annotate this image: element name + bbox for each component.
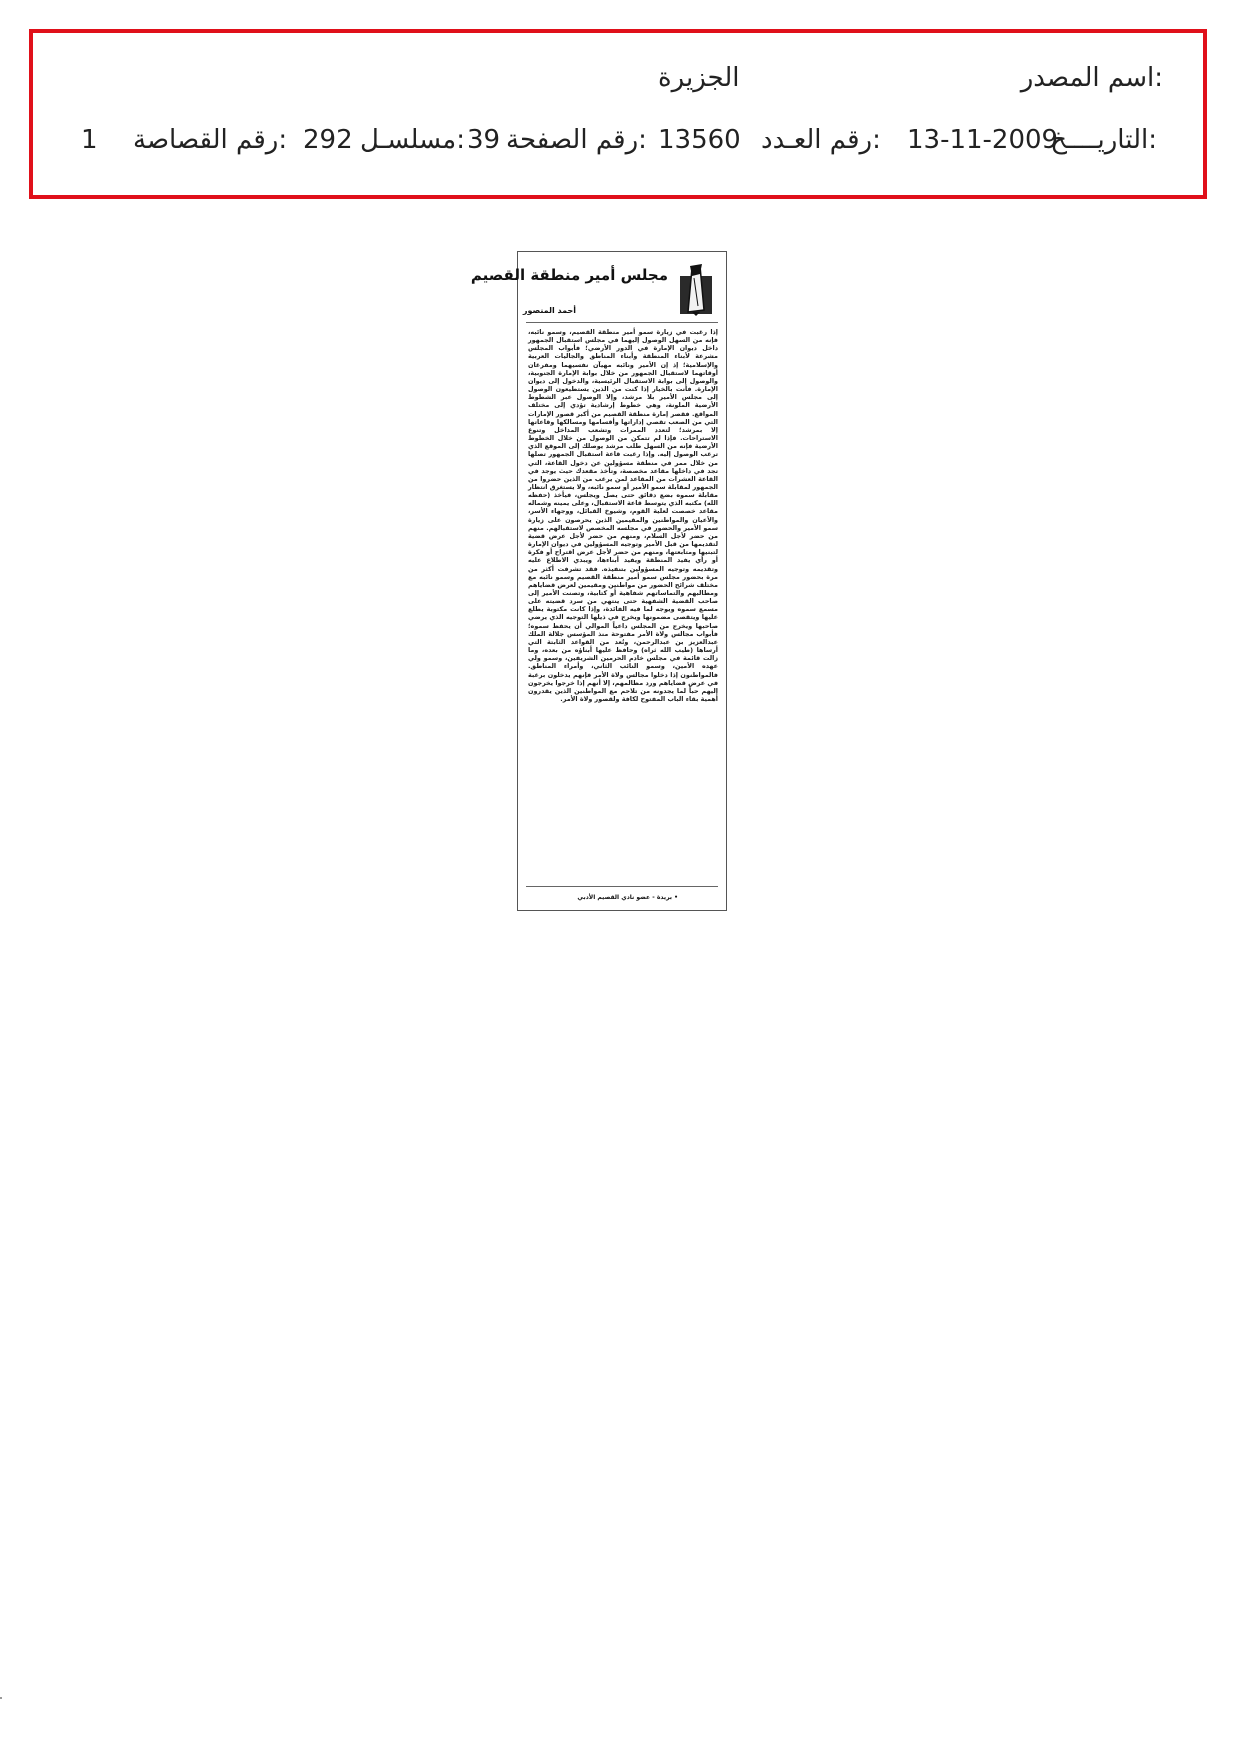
footer-divider: [526, 886, 718, 887]
scan-artifact: [0, 1697, 2, 1699]
clip-number-label: رقم القصاصة:: [133, 125, 288, 155]
header-divider: [526, 322, 718, 323]
date-value: 13-11-2009: [907, 125, 1059, 155]
page-label: رقم الصفحة:: [506, 125, 647, 155]
date-label: التاريــــخ:: [1050, 125, 1157, 155]
newspaper-clipping: [470, 251, 727, 911]
source-label: اسم المصدر:: [1020, 63, 1163, 93]
article-title: مجلس أمير منطقة القصيم: [470, 266, 668, 284]
issue-value: 13560: [658, 125, 741, 155]
serial-label: مسلسـل:: [360, 125, 465, 155]
article-author: أحمد المنصور: [522, 306, 576, 315]
article-footer: • بريدة - عضو نادي القصيم الأدبي: [577, 894, 678, 901]
article-body: إذا رغبت في زيارة سمو أمير منطقة القصيم، وسمو نائبه، فإنه من السهل الوصول إليهما في مجلس استقبال الجمهور داخل ديوان الإمارة في الدور الأرضي؛ فأبواب المجلس مشرعة لأبناء المنطقة وأبناء المناطق والجاليات العربية والإسلامية؛ إذ إن الأمير ونائبه مهيآن نفسيهما ومفرغان أوقاتهما لاستقبال الجمهور من خلال بوابة الإمارة الجنوبية، والوصول إلى بوابة الاستقبال الرئيسية، والدخول إلى ديوان الإمارة. فأنت بالخيار إذا كنت من الذين يستطيعون الوصول إلى مجلس الأمير بلا مرشد، وإلا الوصول عبر الشطوط الأرضية الملونة، وهي خطوط إرشادية تؤدي إلى مختلف المواقع. فقصر إمارة منطقة القصيم من أكبر قصور الإمارات التي من الصعب تقصي إداراتها وأقسامها ومسالكها وقاعاتها إلا بمرشد؛ لتعدد الممرات وتشعب المداخل وتنوع الاستراحات. فإذا لم تتمكن من الوصول من خلال الخطوط الأرضية فإنه من السهل طلب مرشد يوصلك إلى الموقع الذي ترغب الوصول إليه. وإذا رغبت قاعة استقبال الجمهور تصلها من خلال ممر في منطقة مسؤولين عن دخول القاعة، التي تجد في داخلها مقاعد مخصصة، وتأخذ مقعدك حيث يوجد في القاعة العشرات من المقاعد لمن يرغب من الذين حضروا من الجمهور لمقابلة سمو الأمير أو سمو نائبه، ولا يستغرق انتظار مقابلة سموه بضع دقائق حتى يصل ويجلس، فيأخذ (حفظه الله) مكتبه الذي يتوسط قاعة الاستقبال، وعلى يمينه وشماله مقاعد خصصت لعلية القوم، وشيوخ القبائل، ووجهاء الأسر، والأعيان والمواطنين والمقيمين الذين يحرصون على زيارة سمو الأمير والحضور في مجلسه المخصص لاستقبالهم. منهم من حضر لأجل السلام، ومنهم من حضر لأجل عرض قضية لتقديمها من قبل الأمير وتوجيه المسؤولين في ديوان الإمارة لتبنيها ومتابعتها، ومنهم من حضر لأجل عرض اقتراح أو فكرة أو رأي يفيد المنطقة ويفيد أبناءها، ويبدي الاطلاع عليه وتقديمه وتوجيه المسؤولين بتنفيذه. فقد تشرفت أكثر من مرة بحضور مجلس سمو أمير منطقة القصيم وسمو نائبه مع مختلف شرائح الحضور من مواطنين ومقيمين لعرض قضاياهم ومطالبهم والتماساتهم شفاهية أو كتابية، وتصنت الأمير إلى صاحب القضية الشفهية حتى ينتهي من سرد قضيته على مسمع سموه ويوجه لما فيه الفائدة، وإذا كانت مكتوبة يطلع عليها ويتقصى مضمونها ويخرج في ذيلها التوجيه الذي يرضي صاحبها ويخرج من المجلس داعياً الموالي أن يحفظ سموه؛ فأبواب مجالس ولاة الأمر مفتوحة منذ المؤسس جلالة الملك عبدالعزيز بن عبدالرحمن، وتُعد من القواعد الثابتة التي أرساها (طيب الله ثراه) وحافظ عليها أبناؤه من بعده، وما زالت قائمة في مجلس خادم الحرمين الشريفين، وسمو ولي عهده الأمين، وسمو النائب الثاني، وأمراء المناطق. فالمواطنون إذا دخلوا مجالس ولاة الأمر فإنهم يدخلون برغبة في عرض قضاياهم ورد مظالمهم، إلا أنهم إذا خرجوا يخرجون إليهم حباً لما يجدونه من تلاحم مع المواطنين الذين يقدرون أهمية بقاء الباب المفتوح لكافة ولقصور ولاة الأمر.: [528, 328, 718, 704]
serial-value: 292: [303, 125, 353, 155]
source-value: الجزيرة: [658, 63, 740, 93]
page-value: 39: [467, 125, 501, 155]
issue-label: رقم العـدد:: [761, 125, 881, 155]
clip-number-value: 1: [81, 125, 98, 155]
pen-icon: [678, 262, 714, 316]
clipping-metadata-box: [29, 29, 1207, 199]
